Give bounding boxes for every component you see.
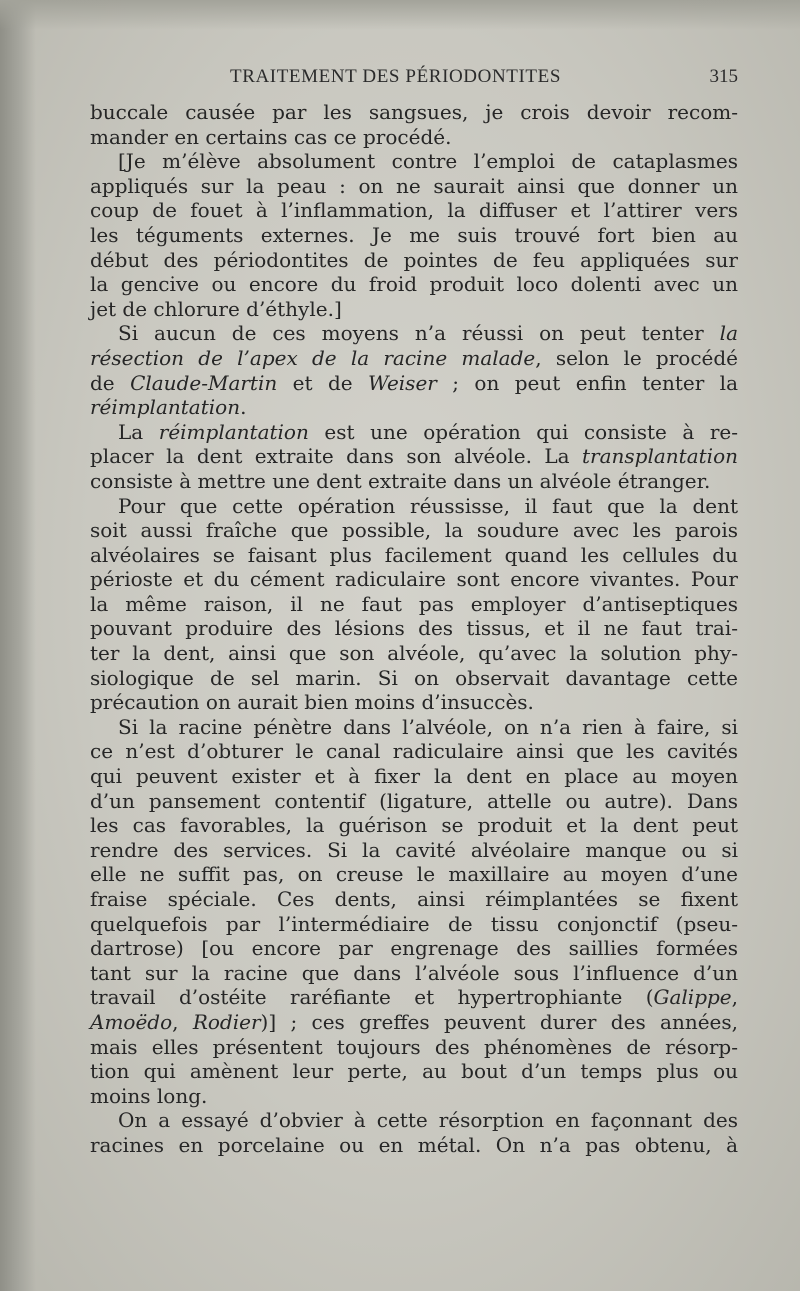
italic-text: Rodier: [192, 1009, 261, 1034]
text-line: fraise spéciale. Ces dents, ainsi réimplantées se fixent: [90, 887, 738, 911]
text-line: On a essayé d’obvier à cette résorption en façonnant des: [118, 1108, 738, 1133]
text-run: La: [118, 419, 159, 444]
text-line: alvéolaires se faisant plus facilement quand les cellules du: [90, 542, 738, 567]
text-line: [90, 985, 738, 1010]
text-run: travail d’ostéite raréfiante et hypertrophiante (: [90, 985, 654, 1010]
text-line: racines en porcelaine ou en métal. On n’a pas obtenu, à: [90, 1132, 738, 1157]
text-run: .: [240, 395, 247, 420]
text-run: de: [90, 370, 131, 395]
text-run: et de: [277, 370, 369, 395]
text-line: [90, 395, 738, 420]
text-line: précaution on aurait bien moins d’insuccès.: [90, 690, 534, 715]
text-line: [90, 1010, 738, 1035]
text-run: Si aucun de ces moyens n’a réussi on peut tenter: [118, 321, 720, 346]
text-line: tion qui amènent leur perte, au bout d’un temps plus ou: [90, 1059, 738, 1084]
text-line: les cas favorables, la guérison se produit et la dent peut: [90, 813, 738, 838]
text-line: la gencive ou encore du froid produit loco dolenti avec un: [90, 272, 738, 297]
text-line: [90, 420, 738, 445]
text-line: [90, 371, 738, 396]
text-line: tant sur la racine que dans l’alvéole sous l’influence d’un: [90, 960, 738, 985]
page-header: [90, 62, 738, 92]
italic-text: transplantation: [582, 444, 738, 469]
text-run: placer la dent extraite dans son alvéole. La: [90, 444, 582, 469]
text-line: ter la dent, ainsi que son alvéole, qu’avec la solution phy-: [90, 641, 738, 666]
italic-text: réimplantation: [158, 419, 309, 444]
text-line: Si la racine pénètre dans l’alvéole, on n’a rien à faire, si: [118, 714, 738, 739]
text-line: elle ne suffit pas, on creuse le maxillaire au moyen d’une: [90, 862, 738, 887]
italic-text: résection de l’apex de la racine malade: [90, 345, 536, 370]
text-line: siologique de sel marin. Si on observait davantage cette: [90, 665, 738, 690]
text-line: mander en certains cas ce procédé.: [90, 124, 452, 149]
text-line: pouvant produire des lésions des tissus, et il ne faut trai-: [90, 616, 738, 641]
text-line: quelquefois par l’intermédiaire de tissu conjonctif (pseu-: [90, 911, 738, 936]
text-line: périoste et du cément radiculaire sont encore vivantes. Pour: [90, 567, 738, 592]
text-run: )] ; ces greffes peuvent durer des années,: [260, 1009, 739, 1034]
text-line: [Je m’élève absolument contre l’emploi de cataplasmes: [118, 149, 738, 174]
text-line: coup de fouet à l’inflammation, la diffuser et l’attirer vers: [90, 198, 738, 223]
text-run: ,: [172, 1009, 193, 1034]
text-line: consiste à mettre une dent extraite dans un alvéole étranger.: [90, 468, 711, 493]
text-line: moins long.: [90, 1083, 208, 1108]
italic-text: Amoëdo: [90, 1009, 173, 1034]
text-line: dartrose) [ou encore par engrenage des saillies formées: [90, 936, 738, 961]
body-text: [90, 100, 738, 1158]
text-run: est une opération qui consiste à re-: [308, 419, 739, 444]
text-run: , selon le procédé: [535, 345, 738, 370]
text-line: Pour que cette opération réussisse, il faut que la dent: [118, 493, 738, 518]
text-line: d’un pansement contentif (ligature, attelle ou autre). Dans: [90, 788, 738, 813]
italic-text: Galippe: [653, 985, 732, 1010]
italic-text: Weiser: [368, 370, 437, 395]
italic-text: Claude-Martin: [130, 370, 278, 395]
text-line: buccale causée par les sangsues, je crois devoir recom-: [90, 100, 738, 124]
text-line: la même raison, il ne faut pas employer d’antiseptiques: [90, 591, 738, 616]
text-line: les téguments externes. Je me suis trouvé fort bien au: [90, 222, 738, 247]
text-line: [90, 346, 738, 371]
text-line: rendre des services. Si la cavité alvéolaire manque ou si: [90, 837, 738, 862]
text-line: appliqués sur la peau : on ne saurait ainsi que donner un: [90, 173, 738, 198]
page-number: 315: [709, 66, 738, 87]
text-line: ce n’est d’obturer le canal radiculaire ainsi que les cavités: [90, 739, 738, 764]
text-line: début des périodontites de pointes de feu appliquées sur: [90, 247, 738, 272]
text-line: soit aussi fraîche que possible, la soudure avec les parois: [90, 518, 738, 543]
italic-text: la: [719, 321, 738, 346]
italic-text: réimplantation: [90, 395, 241, 420]
text-line: [90, 444, 738, 469]
text-line: mais elles présentent toujours des phénomènes de résorp-: [90, 1034, 738, 1059]
running-title: TRAITEMENT DES PÉRIODONTITES: [230, 66, 561, 87]
text-line: jet de chlorure d’éthyle.]: [90, 296, 342, 321]
text-line: [90, 321, 738, 346]
text-run: ,: [731, 985, 738, 1010]
page-shadow-left: [0, 0, 36, 1291]
text-run: ; on peut enfin tenter la: [436, 370, 738, 395]
page-shadow-top: [0, 0, 800, 30]
text-line: qui peuvent exister et à fixer la dent en place au moyen: [90, 764, 738, 789]
